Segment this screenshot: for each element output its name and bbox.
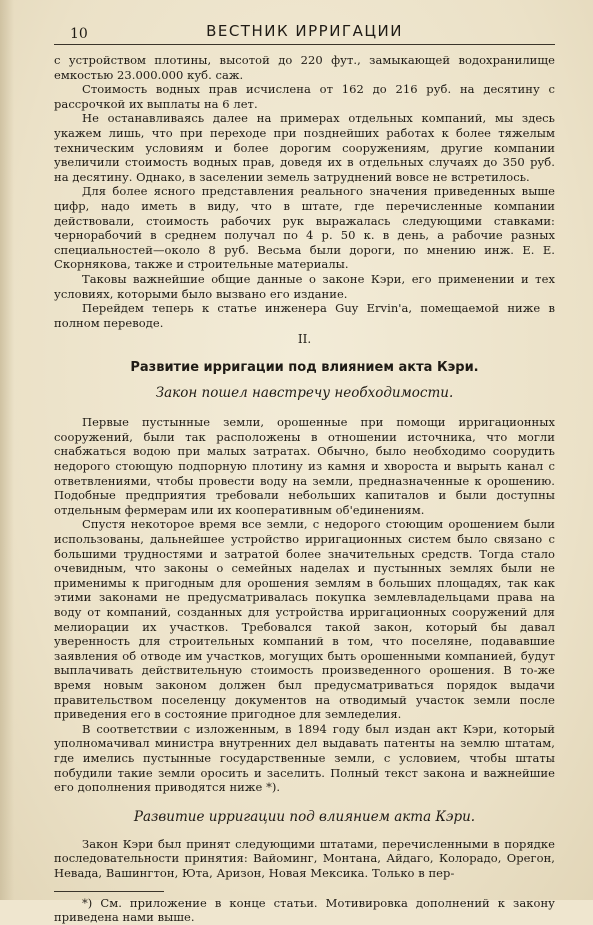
paragraph: Не останавливаясь далее на примерах отдельных компаний, мы здесь укажем лишь, что при переходе при позднейших работах к более тяжелым техническим условиям и более дорогим сооружениям, другие компании увеличили стоимость водных прав, доведя их в отдельных случаях до 350 руб. на десятину. Однако, в заселении земель затруднений вовсе не встретилось. bbox=[54, 111, 555, 184]
paragraph: Перейдем теперь к статье инженера Guy Ervin'a, помещаемой ниже в полном переводе. bbox=[54, 301, 555, 330]
paragraph: Первые пустынные земли, орошенные при помощи ирригационных сооружений, были так расположены в отношении источника, что могли снабжаться водою при малых затратах. Обычно, было необходимо соорудить недорого стоющую подпорную плотину из камня и хвороста и вырыть канал с ответвлениями, чтобы провести воду на земли, предназначенные к орошению. Подобные предприятия требовали небольших капиталов и были доступны отдельным фермерам или их кооперативным об'единениям. bbox=[54, 415, 555, 517]
subsection-title: Развитие ирригации под влиянием акта Кэри. bbox=[133, 808, 476, 825]
paragraph: В соответствии с изложенным, в 1894 году был издан акт Кэри, который уполномачивал министра внутренних дел выдавать патенты на землю штатам, где имелись пустынные государственные земли, с условием, чтобы штаты побудили такие земли оросить и заселить. Полный текст закона и важнейшие его дополнения приводятся ниже *). bbox=[54, 721, 555, 795]
page-number: 10 bbox=[70, 26, 88, 42]
section-title: Развитие ирригации под влиянием акта Кэри. bbox=[130, 360, 479, 376]
article-text bbox=[54, 53, 555, 925]
paragraph: с устройством плотины, высотой до 220 фут., замыкающей водохранилище емкостью 23.000.000 куб. саж. bbox=[54, 53, 555, 82]
paragraph: Закон Кэри был принят следующими штатами, перечисленными в порядке последовательности принятия: Вайоминг, Монтана, Айдаго, Колорадо, Орегон, Невада, Вашингтон, Юта, Аризон, Новая Мексика. Только в пер- bbox=[54, 836, 555, 880]
paragraph: Стоимость водных прав исчислена от 162 до 216 руб. на десятину с рассрочкой их выплаты на 6 лет. bbox=[54, 82, 555, 111]
section-number: II. bbox=[297, 332, 312, 347]
paragraph: Для более ясного представления реального значения приведенных выше цифр, надо иметь в виду, что в штате, где перечисленные компании действовали, стоимость рабочих рук выражалась следующими ставками: чернорабочий в среднем получал по 4 р. 50 к. в день, а рабочие разных специальностей—около 8 руб. Весьма были дороги, по мнению инж. Е. Е. Скорнякова, также и строительные материалы. bbox=[54, 184, 555, 272]
page-header bbox=[54, 22, 555, 45]
subsection-title: Закон пошел навстречу необходимости. bbox=[155, 385, 454, 402]
running-title: ВЕСТНИК ИРРИГАЦИИ bbox=[206, 22, 403, 40]
footnote: *) См. приложение в конце статьи. Мотивировка дополнений к закону приведена нами выше. bbox=[54, 895, 555, 925]
paragraph: Спустя некоторое время все земли, с недорого стоющим орошением были использованы, дальнейшее устройство ирригационных систем было связано с большими трудностями и затратой более значительных средств. Тогда стало очевидным, что законы о семейных наделах и пустынных землях были не применимы к пригодным для орошения землям в больших площадях, так как этими законами не предусматривалась покупка землевладельцами права на воду от компаний, созданных для устройства ирригационных сооружений для мелиорации их участков. Требовался такой закон, который бы давал уверенность для строительных компаний в том, что поселяне, подававшие заявления об отводе им участков, могущих быть орошенными компанией, будут выплачивать действительную стоимость произведенного орошения. В то-же время новым законом должен был предусматриваться порядок выдачи правительством поселенцу документов на отводимый участок земли после приведения его в состояние пригодное для земледелия. bbox=[54, 517, 555, 722]
paragraph: Таковы важнейшие общие данные о законе Кэри, его применении и тех условиях, которыми было вызвано его издание. bbox=[54, 271, 555, 301]
footnote-divider bbox=[54, 891, 164, 892]
page-spine-shadow bbox=[0, 0, 14, 900]
